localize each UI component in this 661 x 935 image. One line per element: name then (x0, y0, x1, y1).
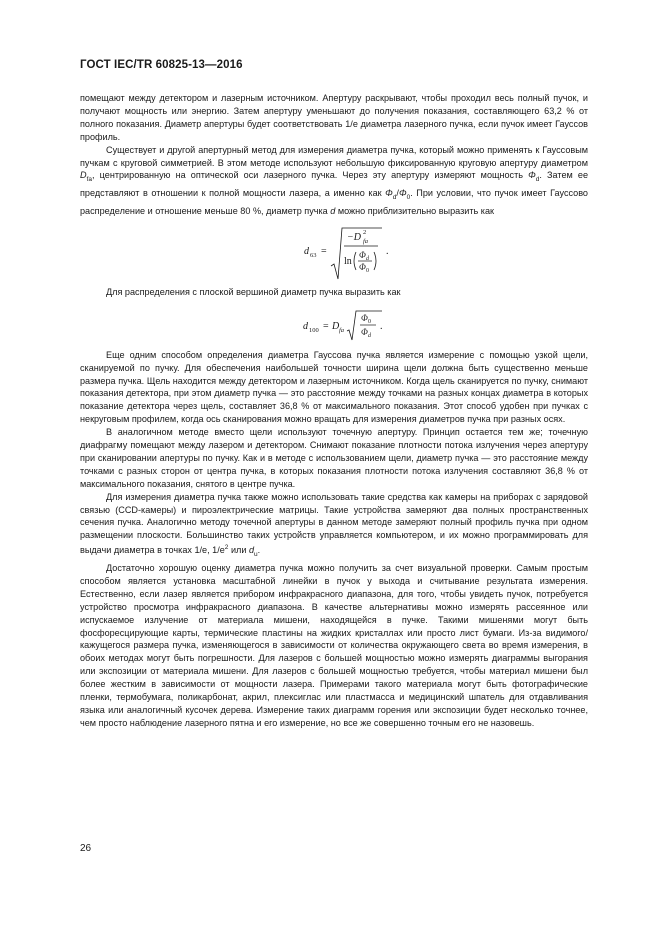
formula-d100-phi-0: Φ (361, 312, 368, 323)
formula-d63-lhs-sub: 63 (310, 251, 317, 259)
formula-d63-numerator: −D (347, 231, 361, 243)
formula-d63-phi-0: Φ (359, 261, 366, 272)
formula-d63-svg (80, 224, 588, 282)
formula-d100 (80, 305, 588, 345)
paragraph-4: Еще одним способом определения диаметра Гауссова пучка является измерение с помощью узкой щели, сканируемой по пучку. Для обеспечения наибольшей точности ширина щели должна быть существенно меньше размера пучка. Щель находится между детектором и лазерным источником. Когда щель сканируется по пучку, снимают показания детектора, при этом диаметр пучка — это расстояние между точками на разных концах диаметра в которых показание детектора через щель, составляет 36,8 % от максимального показания. Этот способ удобен при пучках с некруговым профилем, когда ось сканирования можно вращать для измерения диаметров пучка при разных осях. (80, 349, 588, 425)
formula-d63 (80, 224, 588, 282)
formula-d100-phi-0-sub: 0 (368, 318, 371, 325)
formula-d63-phi-d: Φ (359, 249, 366, 260)
standard-header: ГОСТ IEC/TR 60825-13—2016 (80, 59, 243, 71)
body-text (80, 92, 588, 730)
paragraph-7: Достаточно хорошую оценку диаметра пучка можно получить за счет визуальной проверки. Самым простым способом является установка масштабной линейки в пучок у выхода и считывание результата измерения. Естественно, если лазер является прибором инфракрасного диапазона, для того, чтобы увидеть пучок, потребуется устройство просмотра инфракрасного диапазона. В качестве альтернативы можно измерять рассеянное или испускаемое излучение от материала мишени, находящейся в пучке. Такими мишенями могут быть фосфоресцирующие карты, термические пластины на жидких кристаллах или просто лист бумаги. Из-за видимого/кажущегося размера пучка, изменяющегося в зависимости от количества окружающего света во время измерения, в обоих методах могут быть погрешности. Для лазеров с большей мощностью можно измерять диаграммы выгорания или экспозиции от материала мишени. Для лазеров с большей мощностью требуется, чтобы материал мишени был более жестким в зависимости от мощности лазера. Примерами такого материала могут быть фотографические пленки, термобумага, поликарбонат, акрил, плексиглас или пластмасса и медицинский шпатель для отдавливания языка или аналогичный кусочек дерева. Измерение таких диаграмм горения или экспозиции будет несколько точнее, чем просто наблюдение лазерного пятна и его измерение, но все же совершенно точным его не назовешь. (80, 563, 588, 728)
formula-d63-period: . (386, 245, 389, 257)
formula-d63-eq: = (321, 245, 327, 257)
page-number: 26 (80, 843, 92, 854)
formula-d63-phi-0-sub: 0 (366, 267, 369, 274)
formula-d63-ln: ln (344, 255, 352, 267)
formula-d63-numerator-sup: 2 (363, 228, 367, 236)
formula-d63-right-paren (374, 252, 376, 270)
formula-d63-phi-d-sub: d (366, 255, 369, 262)
paragraph-3: Для распределения с плоской вершиной диаметр пучка выразить как (106, 286, 401, 297)
formula-d100-lhs-sub: 100 (309, 326, 319, 334)
formula-d100-dfa-sub: fa (339, 326, 345, 334)
formula-d63-lhs: d (304, 245, 309, 257)
paragraph-6: Для измерения диаметра пучка также можно использовать такие средства как камеры на приборах с зарядовой связью (CCD-камеры) и пироэлектрические матрицы. Такие устройства замеряют два полных пространственных сечения пучка. Аналогично методу точечной апертуры в данном методе замеряют полный профиль пучка при одном размещении плоскости. Большинство таких устройств управляется компьютером, и их можно программировать для выдачи диаметра в точках 1/e, $1/e^2$ или $d_u$. (80, 491, 588, 559)
formula-d100-phi-d-sub: d (368, 332, 371, 339)
formula-d100-lhs: d (303, 320, 308, 332)
paragraph-5: В аналогичном методе вместо щели используют точечную апертуру. Принцип остается тем же; точечную диафрагму помещают между лазером и детектором. Снимают показание плотности потока излучения через апертуру при сканировании апертуры по пучку. Как и в методе с использованием щели, диаметр пучка — это расстояние между точками с разных сторон от центра пучка, в которых показания плотности потока излучения составляют 36,8 % от максимального показания, снятого в центре пучка. (80, 427, 588, 489)
formula-d100-period: . (380, 320, 383, 332)
formula-d100-svg (80, 305, 588, 345)
formula-d100-eq: = (323, 320, 329, 332)
formula-d63-numerator-sub: fa (363, 237, 369, 245)
paragraph-1: помещают между детектором и лазерным источником. Апертуру раскрывают, чтобы проходил весь полный пучок, и получают мощность или энергию. Затем апертуру уменьшают до получения показания, составляющего 63,2 % от полного показания. Диаметр апертуры будет соответствовать 1/e диаметра лазерного пучка, если пучок имеет Гауссов профиль. (80, 93, 588, 142)
formula-d63-left-paren (354, 252, 356, 270)
formula-d100-dfa: D (332, 320, 340, 332)
paragraph-2: Существует и другой апертурный метод для измерения диаметра пучка, который можно применять к Гауссовым пучкам с круговой симметрией. В этом методе используют небольшую фиксированную круговую апертуру диаметром $D_{fa}$, центрированную на оптической оси лазерного пучка. Через эту апертуру измеряют мощность $\Phi_d$. Затем ее представляют в отношении к полной мощности лазера, а именно как $\Phi_d/\Phi_0$. При условии, что пучок имеет Гауссово распределение и отношение меньше 80 %, диаметр пучка d можно приблизительно выразить как (80, 144, 588, 216)
formula-d100-phi-d: Φ (361, 326, 368, 337)
